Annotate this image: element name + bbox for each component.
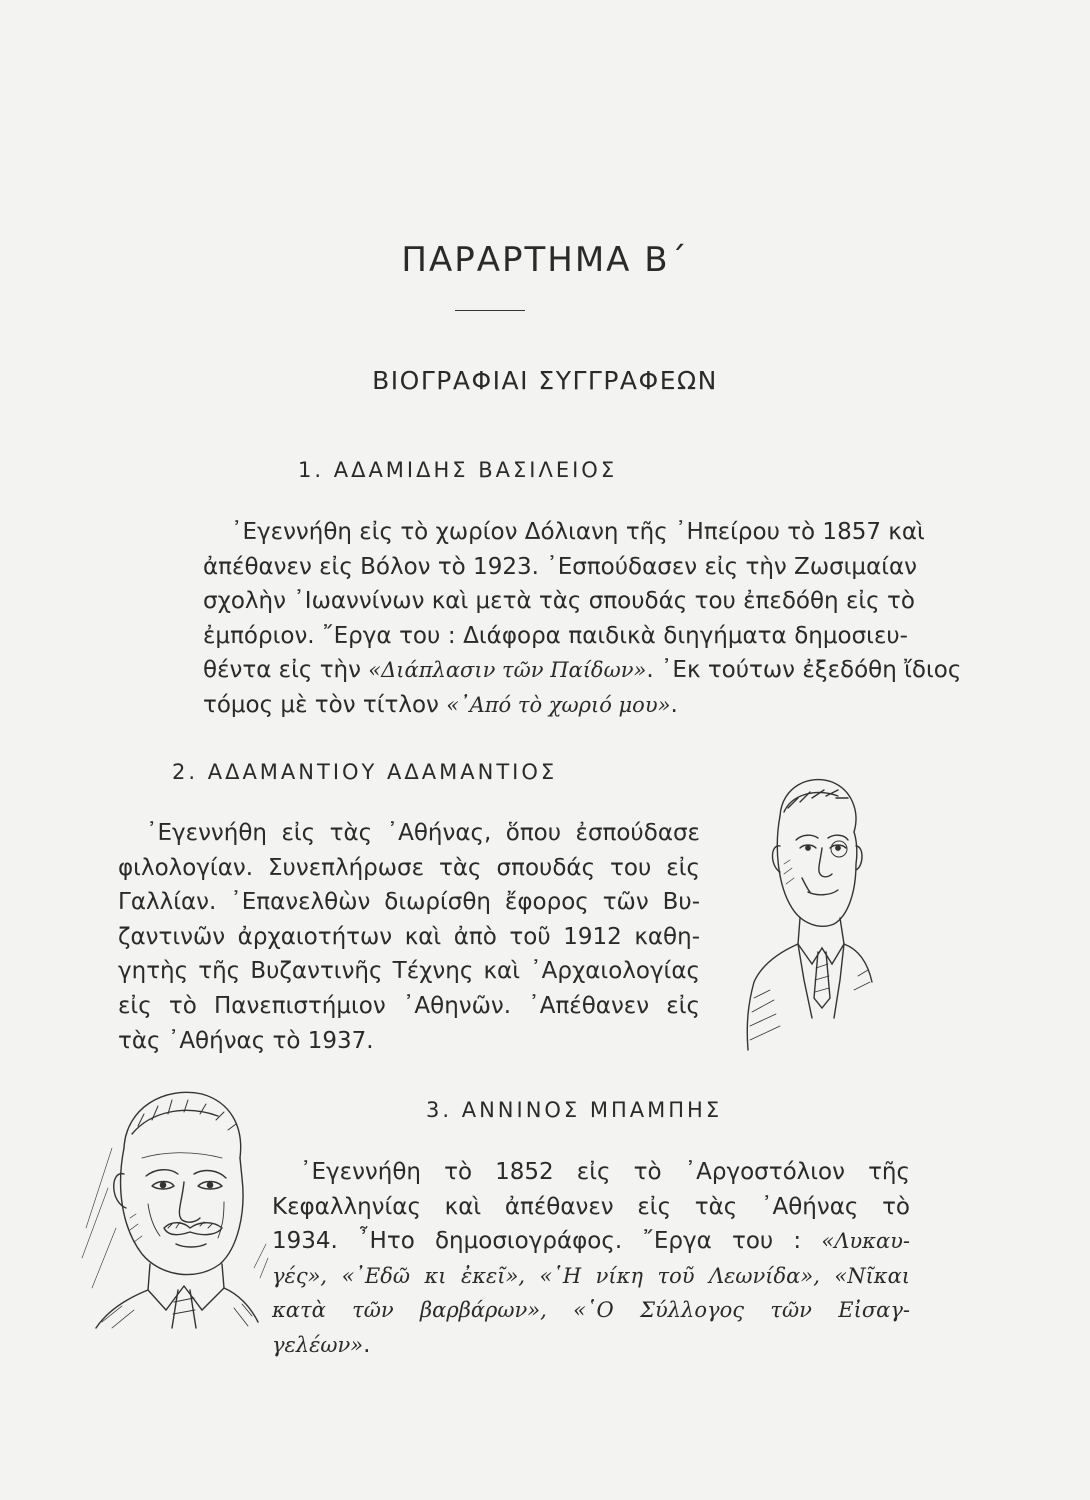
entry-body-1 <box>203 515 962 723</box>
entry-body-3 <box>272 1155 910 1363</box>
text-line: ᾽Εγεννήθη τὸ 1852 εἰς τὸ ᾽Αργοστόλιον τῆς <box>300 1159 910 1185</box>
text-line: ἀπέθανεν εἰς Βόλον τὸ 1923. ᾽Εσπούδασεν εἰς τὴν Ζωσιμαίαν <box>203 553 918 580</box>
text-line: τόμος μὲ τὸν τίτλον «᾽Από τὸ χωριό μου». <box>203 691 678 718</box>
text-line <box>272 1293 910 1328</box>
portrait-adamantiou <box>740 768 875 1058</box>
text-line: ᾽Εγεννήθη εἰς τὰς ᾽Αθήνας, ὅπου ἐσπούδασε <box>146 820 700 846</box>
work-title: γελέων» <box>272 1332 364 1357</box>
text-line: ἐμπόριον. ῎Εργα του : Διάφορα παιδικὰ διηγήματα δημοσιευ- <box>203 622 908 649</box>
text-line: εἰς τὸ Πανεπιστήμιον ᾽Αθηνῶν. ᾽Απέθανεν εἰς <box>118 992 700 1019</box>
section-subtitle: ΒΙΟΓΡΑΦΙΑΙ ΣΥΓΓΡΑΦΕΩΝ <box>372 366 718 395</box>
text-line: σχολὴν ᾽Ιωαννίνων καὶ μετὰ τὰς σπουδάς του ἐπεδόθη εἰς τὸ <box>203 588 915 615</box>
appendix-title: ΠΑΡΑΡΤΗΜΑ Β΄ <box>401 240 689 280</box>
work-title: «Λυκαυ- <box>821 1229 910 1254</box>
text-line: ζαντινῶν ἀρχαιοτήτων καὶ ἀπὸ τοῦ 1912 καθη- <box>118 923 700 950</box>
text-line: 1934. ῏Ητο δημοσιογράφος. ῎Εργα του : «Λυκαυ- <box>272 1228 910 1255</box>
text-line: Κεφαλληνίας καὶ ἀπέθανεν εἰς τὰς ᾽Αθήνας τὸ <box>272 1193 910 1220</box>
text-line: γελέων». <box>272 1331 371 1358</box>
entry-heading-3: 3. ΑΝΝΙΝΟΣ ΜΠΑΜΠΗΣ <box>426 1098 723 1122</box>
text-line: γητὴς τῆς Βυζαντινῆς Τέχνης καὶ ᾽Αρχαιολογίας <box>118 958 700 985</box>
text-line: τὰς ᾽Αθήνας τὸ 1937. <box>118 1027 374 1054</box>
work-title: κατὰ τῶν βαρβάρων», «῾Ο Σύλλογος τῶν Εἰσαγ- <box>272 1298 910 1323</box>
entry-body-2 <box>118 816 700 1058</box>
work-title: «᾽Από τὸ χωριό μου» <box>446 692 671 717</box>
entry-heading-2: 2. ΑΔΑΜΑΝΤΙΟΥ ΑΔΑΜΑΝΤΙΟΣ <box>172 760 558 784</box>
text-line: θέντα εἰς τὴν «Διάπλασιν τῶν Παίδων». ᾽Εκ τούτων ἐξεδόθη ἴδιος <box>203 657 962 684</box>
text-line: φιλολογίαν. Συνεπλήρωσε τὰς σπουδάς του εἰς <box>118 854 700 881</box>
portrait-anninos <box>72 1078 272 1338</box>
text-line: Γαλλίαν. ᾽Επανελθὼν διωρίσθη ἔφορος τῶν Βυ- <box>118 889 700 916</box>
entry-heading-1: 1. ΑΔΑΜΙΔΗΣ ΒΑΣΙΛΕΙΟΣ <box>298 458 618 482</box>
title-divider <box>455 310 525 311</box>
work-title: γές», «᾽Εδῶ κι ἐκεῖ», «῾Η νίκη τοῦ Λεωνίδα», «Νῖκαι <box>272 1263 910 1288</box>
work-title: «Διάπλασιν τῶν Παίδων» <box>368 658 647 683</box>
text-line: ᾽Εγεννήθη εἰς τὸ χωρίον Δόλιανη τῆς ᾽Ηπείρου τὸ 1857 καὶ <box>231 519 925 545</box>
text-line <box>272 1259 910 1294</box>
